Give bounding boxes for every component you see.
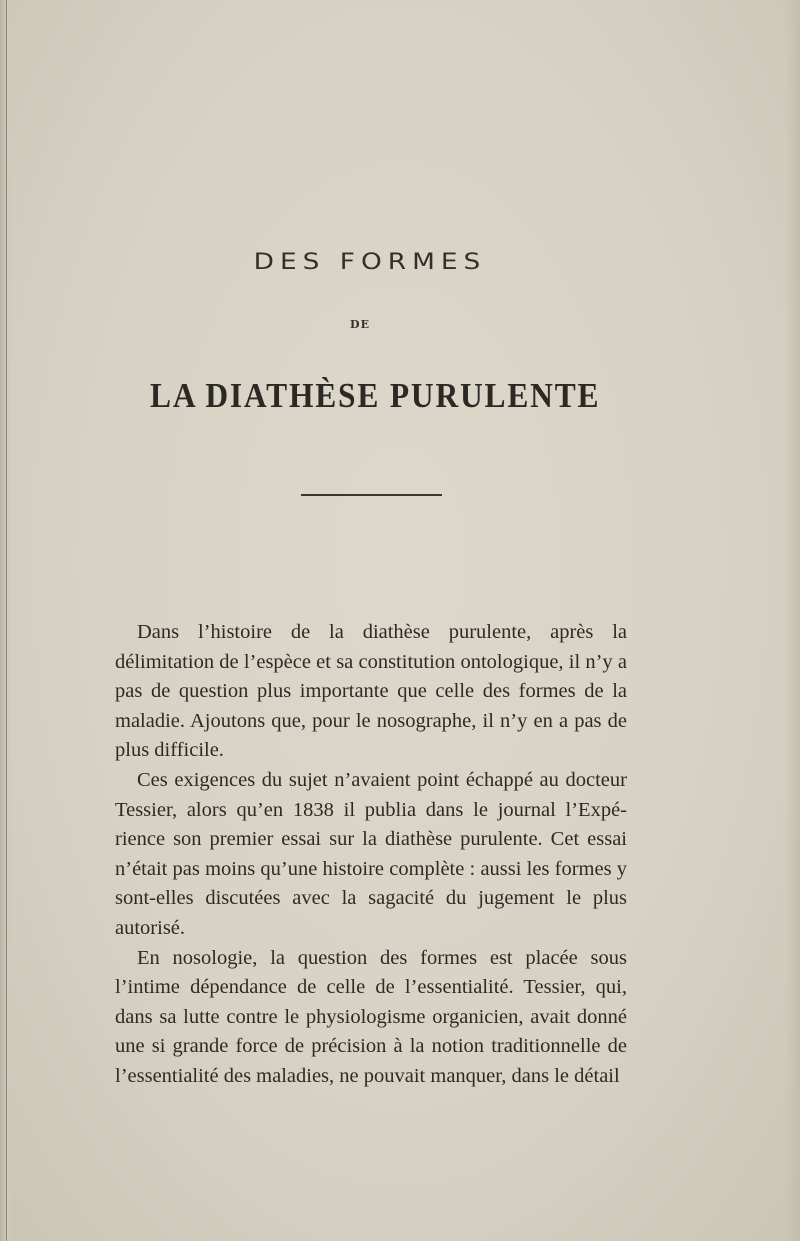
chapter-title-line-3-text: LA DIATHÈSE PURULENTE [149, 376, 601, 415]
title-divider-rule [301, 494, 442, 496]
chapter-title-line-3 [0, 376, 750, 416]
paragraph-1: Dans l’histoire de la diathèse purulente, après la délimitation de l’espèce et sa constitution ontologique, il n’y a pas de question plus importante que celle des formes de la maladie. Ajoutons que, pour le nosographe, il n’y en a pas de plus difficile. [115, 621, 627, 762]
chapter-title-line-2: DE [350, 318, 370, 331]
chapter-title-line-1 [0, 250, 740, 275]
chapter-title-line-1-text: DES FORMES [253, 250, 487, 275]
body-text [115, 618, 627, 1092]
paragraph-3: En nosologie, la question des formes est placée sous l’intime dépendance de celle de l’essentialité. Tessier, qui, dans sa lutte contre le physiologisme organicien, avait donné une si grande force de précision à la notion traditionnelle de l’essentialité des maladies, ne pouvait manquer, dans le détail [115, 946, 627, 1087]
binding-line [6, 0, 7, 1241]
paragraph-2: Ces exigences du sujet n’avaient point échappé au docteur Tessier, alors qu’en 1838 il publia dans le journal l’Expé-rience son premier essai sur la diathèse purulente. Cet essai n’était pas moins qu’une histoire complète : aussi les formes y sont-elles discutées avec la sagacité du jugement le plus autorisé. [115, 768, 627, 939]
page-right-edge [786, 0, 800, 1241]
